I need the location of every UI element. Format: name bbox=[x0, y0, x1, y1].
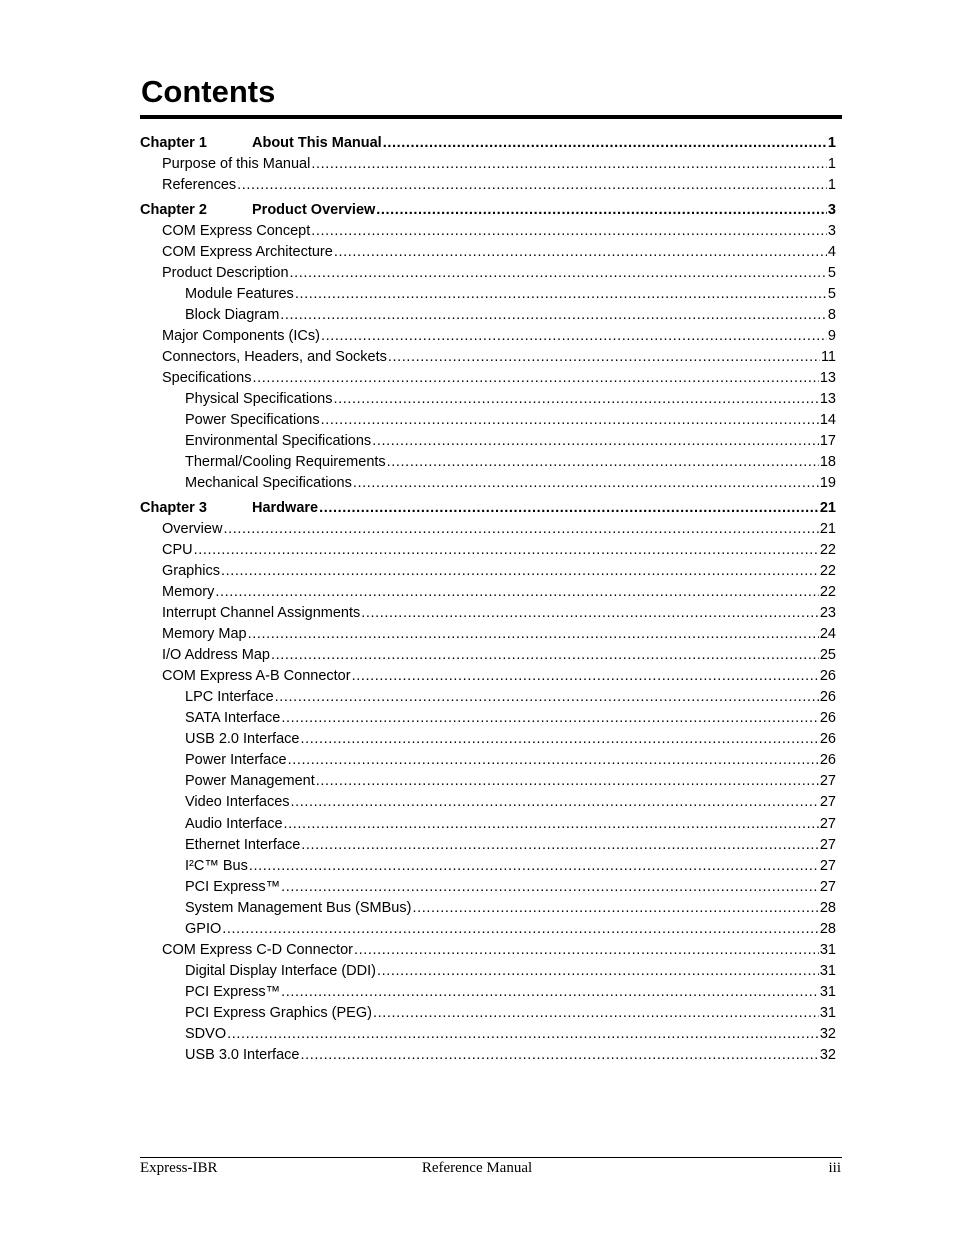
toc-entry-title: Major Components (ICs) bbox=[162, 327, 320, 344]
toc-page-number: 26 bbox=[819, 668, 836, 685]
toc-entry-title: Module Features bbox=[185, 285, 294, 302]
toc-entry-title: LPC Interface bbox=[185, 689, 274, 706]
toc-chapter-number: Chapter 2 bbox=[140, 201, 207, 218]
toc-chapter-entry[interactable] bbox=[140, 133, 836, 154]
toc-entry-title: Power Interface bbox=[185, 752, 287, 769]
toc-entry-title: Product Overview bbox=[252, 201, 376, 218]
toc-entry[interactable] bbox=[140, 452, 836, 473]
toc-dot-leader bbox=[388, 347, 820, 368]
toc-entry-title: Memory bbox=[162, 583, 215, 600]
toc-entry[interactable] bbox=[140, 326, 836, 347]
toc-entry[interactable] bbox=[140, 389, 836, 410]
toc-dot-leader bbox=[373, 1003, 819, 1024]
toc-entry[interactable] bbox=[140, 919, 836, 940]
toc-dot-leader bbox=[412, 898, 818, 919]
toc-entry-title: Video Interfaces bbox=[185, 794, 290, 811]
toc-dot-leader bbox=[249, 856, 819, 877]
toc-entry-title: Power Specifications bbox=[185, 412, 320, 429]
toc-entry[interactable] bbox=[140, 519, 836, 540]
toc-page-number: 32 bbox=[819, 1047, 836, 1064]
toc-entry-title: Mechanical Specifications bbox=[185, 475, 352, 492]
toc-dot-leader bbox=[352, 666, 819, 687]
toc-dot-leader bbox=[321, 410, 819, 431]
toc-page-number: 13 bbox=[819, 391, 836, 408]
toc-page-number: 1 bbox=[827, 177, 836, 194]
footer-product-name: Express-IBR bbox=[140, 1160, 218, 1176]
toc-page-number: 27 bbox=[819, 794, 836, 811]
toc-entry[interactable] bbox=[140, 814, 836, 835]
toc-page-number: 18 bbox=[819, 454, 836, 471]
toc-dot-leader bbox=[227, 1024, 819, 1045]
toc-entry[interactable] bbox=[140, 347, 836, 368]
toc-dot-leader bbox=[271, 645, 819, 666]
toc-page-number: 21 bbox=[819, 499, 836, 516]
toc-entry[interactable] bbox=[140, 729, 836, 750]
toc-entry[interactable] bbox=[140, 431, 836, 452]
toc-dot-leader bbox=[281, 877, 819, 898]
toc-dot-leader bbox=[291, 792, 819, 813]
toc-entry[interactable] bbox=[140, 856, 836, 877]
toc-entry-title: Thermal/Cooling Requirements bbox=[185, 454, 386, 471]
toc-page-number: 14 bbox=[819, 412, 836, 429]
toc-entry[interactable] bbox=[140, 708, 836, 729]
toc-dot-leader bbox=[295, 284, 827, 305]
toc-entry[interactable] bbox=[140, 1045, 836, 1066]
toc-entry-title: Overview bbox=[162, 520, 223, 537]
toc-entry-title: Power Management bbox=[185, 773, 315, 790]
toc-entry[interactable] bbox=[140, 410, 836, 431]
toc-entry[interactable] bbox=[140, 603, 836, 624]
toc-dot-leader bbox=[319, 498, 819, 519]
table-of-contents bbox=[140, 133, 836, 1066]
toc-chapter-number: Chapter 1 bbox=[140, 135, 207, 151]
toc-dot-leader bbox=[290, 263, 827, 284]
toc-entry-title: Interrupt Channel Assignments bbox=[162, 605, 361, 622]
toc-entry[interactable] bbox=[140, 473, 836, 494]
toc-entry-title: Purpose of this Manual bbox=[162, 156, 311, 173]
toc-page-number: 26 bbox=[819, 731, 836, 748]
footer-rule bbox=[140, 1157, 842, 1158]
toc-chapter-number: Chapter 3 bbox=[140, 499, 207, 516]
toc-dot-leader bbox=[215, 582, 818, 603]
toc-entry-title: PCI Express™ bbox=[185, 983, 281, 1000]
toc-dot-leader bbox=[321, 326, 827, 347]
toc-dot-leader bbox=[316, 771, 819, 792]
toc-dot-leader bbox=[281, 982, 819, 1003]
toc-entry[interactable] bbox=[140, 175, 836, 196]
toc-dot-leader bbox=[334, 389, 819, 410]
toc-entry[interactable] bbox=[140, 242, 836, 263]
toc-chapter-entry[interactable] bbox=[140, 200, 836, 221]
toc-entry-title: CPU bbox=[162, 541, 193, 558]
toc-entry[interactable] bbox=[140, 877, 836, 898]
toc-dot-leader bbox=[222, 919, 819, 940]
title-rule bbox=[140, 115, 842, 119]
toc-dot-leader bbox=[284, 814, 819, 835]
toc-page-number: 22 bbox=[819, 562, 836, 579]
toc-page-number: 8 bbox=[827, 306, 836, 323]
toc-dot-leader bbox=[275, 687, 819, 708]
toc-page-number: 21 bbox=[819, 520, 836, 537]
toc-entry-title: SDVO bbox=[185, 1025, 227, 1042]
toc-entry[interactable] bbox=[140, 750, 836, 771]
toc-entry-title: PCI Express Graphics (PEG) bbox=[185, 1004, 372, 1021]
toc-entry-title: I²C™ Bus bbox=[185, 857, 248, 874]
toc-dot-leader bbox=[237, 175, 827, 196]
toc-entry[interactable] bbox=[140, 263, 836, 284]
toc-entry-title: Environmental Specifications bbox=[185, 433, 372, 450]
toc-dot-leader bbox=[252, 368, 818, 389]
toc-dot-leader bbox=[372, 431, 819, 452]
toc-dot-leader bbox=[221, 561, 819, 582]
toc-entry[interactable] bbox=[140, 540, 836, 561]
toc-dot-leader bbox=[376, 200, 827, 221]
toc-entry-title: USB 3.0 Interface bbox=[185, 1047, 300, 1064]
toc-entry-title: Connectors, Headers, and Sockets bbox=[162, 348, 387, 365]
toc-entry[interactable] bbox=[140, 368, 836, 389]
toc-entry-title: Audio Interface bbox=[185, 815, 283, 832]
toc-page-number: 3 bbox=[827, 222, 836, 239]
toc-entry-title: Graphics bbox=[162, 562, 221, 579]
toc-dot-leader bbox=[300, 729, 818, 750]
toc-entry[interactable] bbox=[140, 792, 836, 813]
toc-dot-leader bbox=[387, 452, 819, 473]
toc-page-number: 17 bbox=[819, 433, 836, 450]
toc-page-number: 3 bbox=[827, 201, 836, 218]
toc-dot-leader bbox=[383, 133, 827, 154]
toc-page-number: 5 bbox=[827, 264, 836, 281]
toc-entry-title: Ethernet Interface bbox=[185, 836, 301, 853]
toc-page-number: 27 bbox=[819, 857, 836, 874]
toc-dot-leader bbox=[280, 305, 827, 326]
toc-entry[interactable] bbox=[140, 771, 836, 792]
toc-page-number: 22 bbox=[819, 583, 836, 600]
toc-entry[interactable] bbox=[140, 154, 836, 175]
toc-entry-title: Digital Display Interface (DDI) bbox=[185, 962, 376, 979]
toc-dot-leader bbox=[248, 624, 819, 645]
toc-dot-leader bbox=[194, 540, 819, 561]
toc-page-number: 13 bbox=[819, 370, 836, 387]
toc-entry[interactable] bbox=[140, 561, 836, 582]
toc-entry-title: I/O Address Map bbox=[162, 647, 270, 664]
toc-entry-title: About This Manual bbox=[252, 135, 382, 151]
toc-dot-leader bbox=[311, 221, 827, 242]
toc-entry-title: Memory Map bbox=[162, 626, 247, 643]
toc-entry-title: GPIO bbox=[185, 920, 222, 937]
toc-page-number: 31 bbox=[819, 1004, 836, 1021]
toc-page-number: 26 bbox=[819, 752, 836, 769]
toc-page-number: 1 bbox=[827, 156, 836, 173]
toc-page-number: 25 bbox=[819, 647, 836, 664]
toc-entry[interactable] bbox=[140, 645, 836, 666]
toc-dot-leader bbox=[361, 603, 819, 624]
toc-dot-leader bbox=[354, 940, 819, 961]
toc-page-number: 28 bbox=[819, 920, 836, 937]
toc-entry-title: Specifications bbox=[162, 370, 252, 387]
toc-entry[interactable] bbox=[140, 221, 836, 242]
toc-entry-title: Hardware bbox=[252, 499, 319, 516]
toc-page-number: 4 bbox=[827, 243, 836, 260]
toc-dot-leader bbox=[301, 835, 819, 856]
toc-entry[interactable] bbox=[140, 666, 836, 687]
toc-page-number: 9 bbox=[827, 327, 836, 344]
toc-entry[interactable] bbox=[140, 687, 836, 708]
toc-entry-title: System Management Bus (SMBus) bbox=[185, 899, 412, 916]
toc-entry-title: USB 2.0 Interface bbox=[185, 731, 300, 748]
toc-entry[interactable] bbox=[140, 898, 836, 919]
toc-entry-title: COM Express Concept bbox=[162, 222, 311, 239]
toc-entry-title: Product Description bbox=[162, 264, 289, 281]
toc-entry[interactable] bbox=[140, 305, 836, 326]
toc-page-number: 1 bbox=[827, 135, 836, 151]
toc-page-number: 23 bbox=[819, 605, 836, 622]
toc-entry-title: References bbox=[162, 177, 237, 194]
toc-page-number: 32 bbox=[819, 1025, 836, 1042]
toc-entry[interactable] bbox=[140, 982, 836, 1003]
toc-entry[interactable] bbox=[140, 1003, 836, 1024]
toc-page-number: 27 bbox=[819, 815, 836, 832]
toc-page-number: 19 bbox=[819, 475, 836, 492]
toc-entry[interactable] bbox=[140, 624, 836, 645]
toc-page-number: 31 bbox=[819, 983, 836, 1000]
toc-entry-title: SATA Interface bbox=[185, 710, 281, 727]
footer-document-type: Reference Manual bbox=[421, 1160, 533, 1176]
toc-page-number: 28 bbox=[819, 899, 836, 916]
toc-page-number: 11 bbox=[820, 348, 836, 365]
toc-entry[interactable] bbox=[140, 1024, 836, 1045]
toc-page-number: 26 bbox=[819, 689, 836, 706]
toc-entry-title: COM Express C-D Connector bbox=[162, 941, 353, 958]
toc-page-number: 5 bbox=[827, 285, 836, 302]
toc-dot-leader bbox=[377, 961, 819, 982]
toc-dot-leader bbox=[223, 519, 818, 540]
toc-entry[interactable] bbox=[140, 284, 836, 305]
toc-dot-leader bbox=[311, 154, 827, 175]
toc-entry[interactable] bbox=[140, 940, 836, 961]
toc-page-number: 22 bbox=[819, 541, 836, 558]
toc-page-number: 27 bbox=[819, 836, 836, 853]
toc-dot-leader bbox=[353, 473, 819, 494]
toc-dot-leader bbox=[288, 750, 819, 771]
toc-entry-title: COM Express A-B Connector bbox=[162, 668, 351, 685]
toc-entry[interactable] bbox=[140, 582, 836, 603]
toc-dot-leader bbox=[334, 242, 827, 263]
toc-page-number: 31 bbox=[819, 941, 836, 958]
footer-page-number: iii bbox=[828, 1160, 841, 1176]
toc-dot-leader bbox=[281, 708, 818, 729]
toc-page-number: 27 bbox=[819, 878, 836, 895]
toc-entry-title: Block Diagram bbox=[185, 306, 280, 323]
toc-page-number: 24 bbox=[819, 626, 836, 643]
toc-page-number: 27 bbox=[819, 773, 836, 790]
toc-entry-title: Physical Specifications bbox=[185, 391, 333, 408]
toc-entry[interactable] bbox=[140, 835, 836, 856]
toc-entry-title: PCI Express™ bbox=[185, 878, 281, 895]
toc-page-number: 26 bbox=[819, 710, 836, 727]
toc-entry[interactable] bbox=[140, 961, 836, 982]
page-title: Contents bbox=[141, 74, 276, 109]
toc-dot-leader bbox=[300, 1045, 818, 1066]
toc-entry-title: COM Express Architecture bbox=[162, 243, 333, 260]
toc-chapter-entry[interactable] bbox=[140, 498, 836, 519]
toc-page-number: 31 bbox=[819, 962, 836, 979]
